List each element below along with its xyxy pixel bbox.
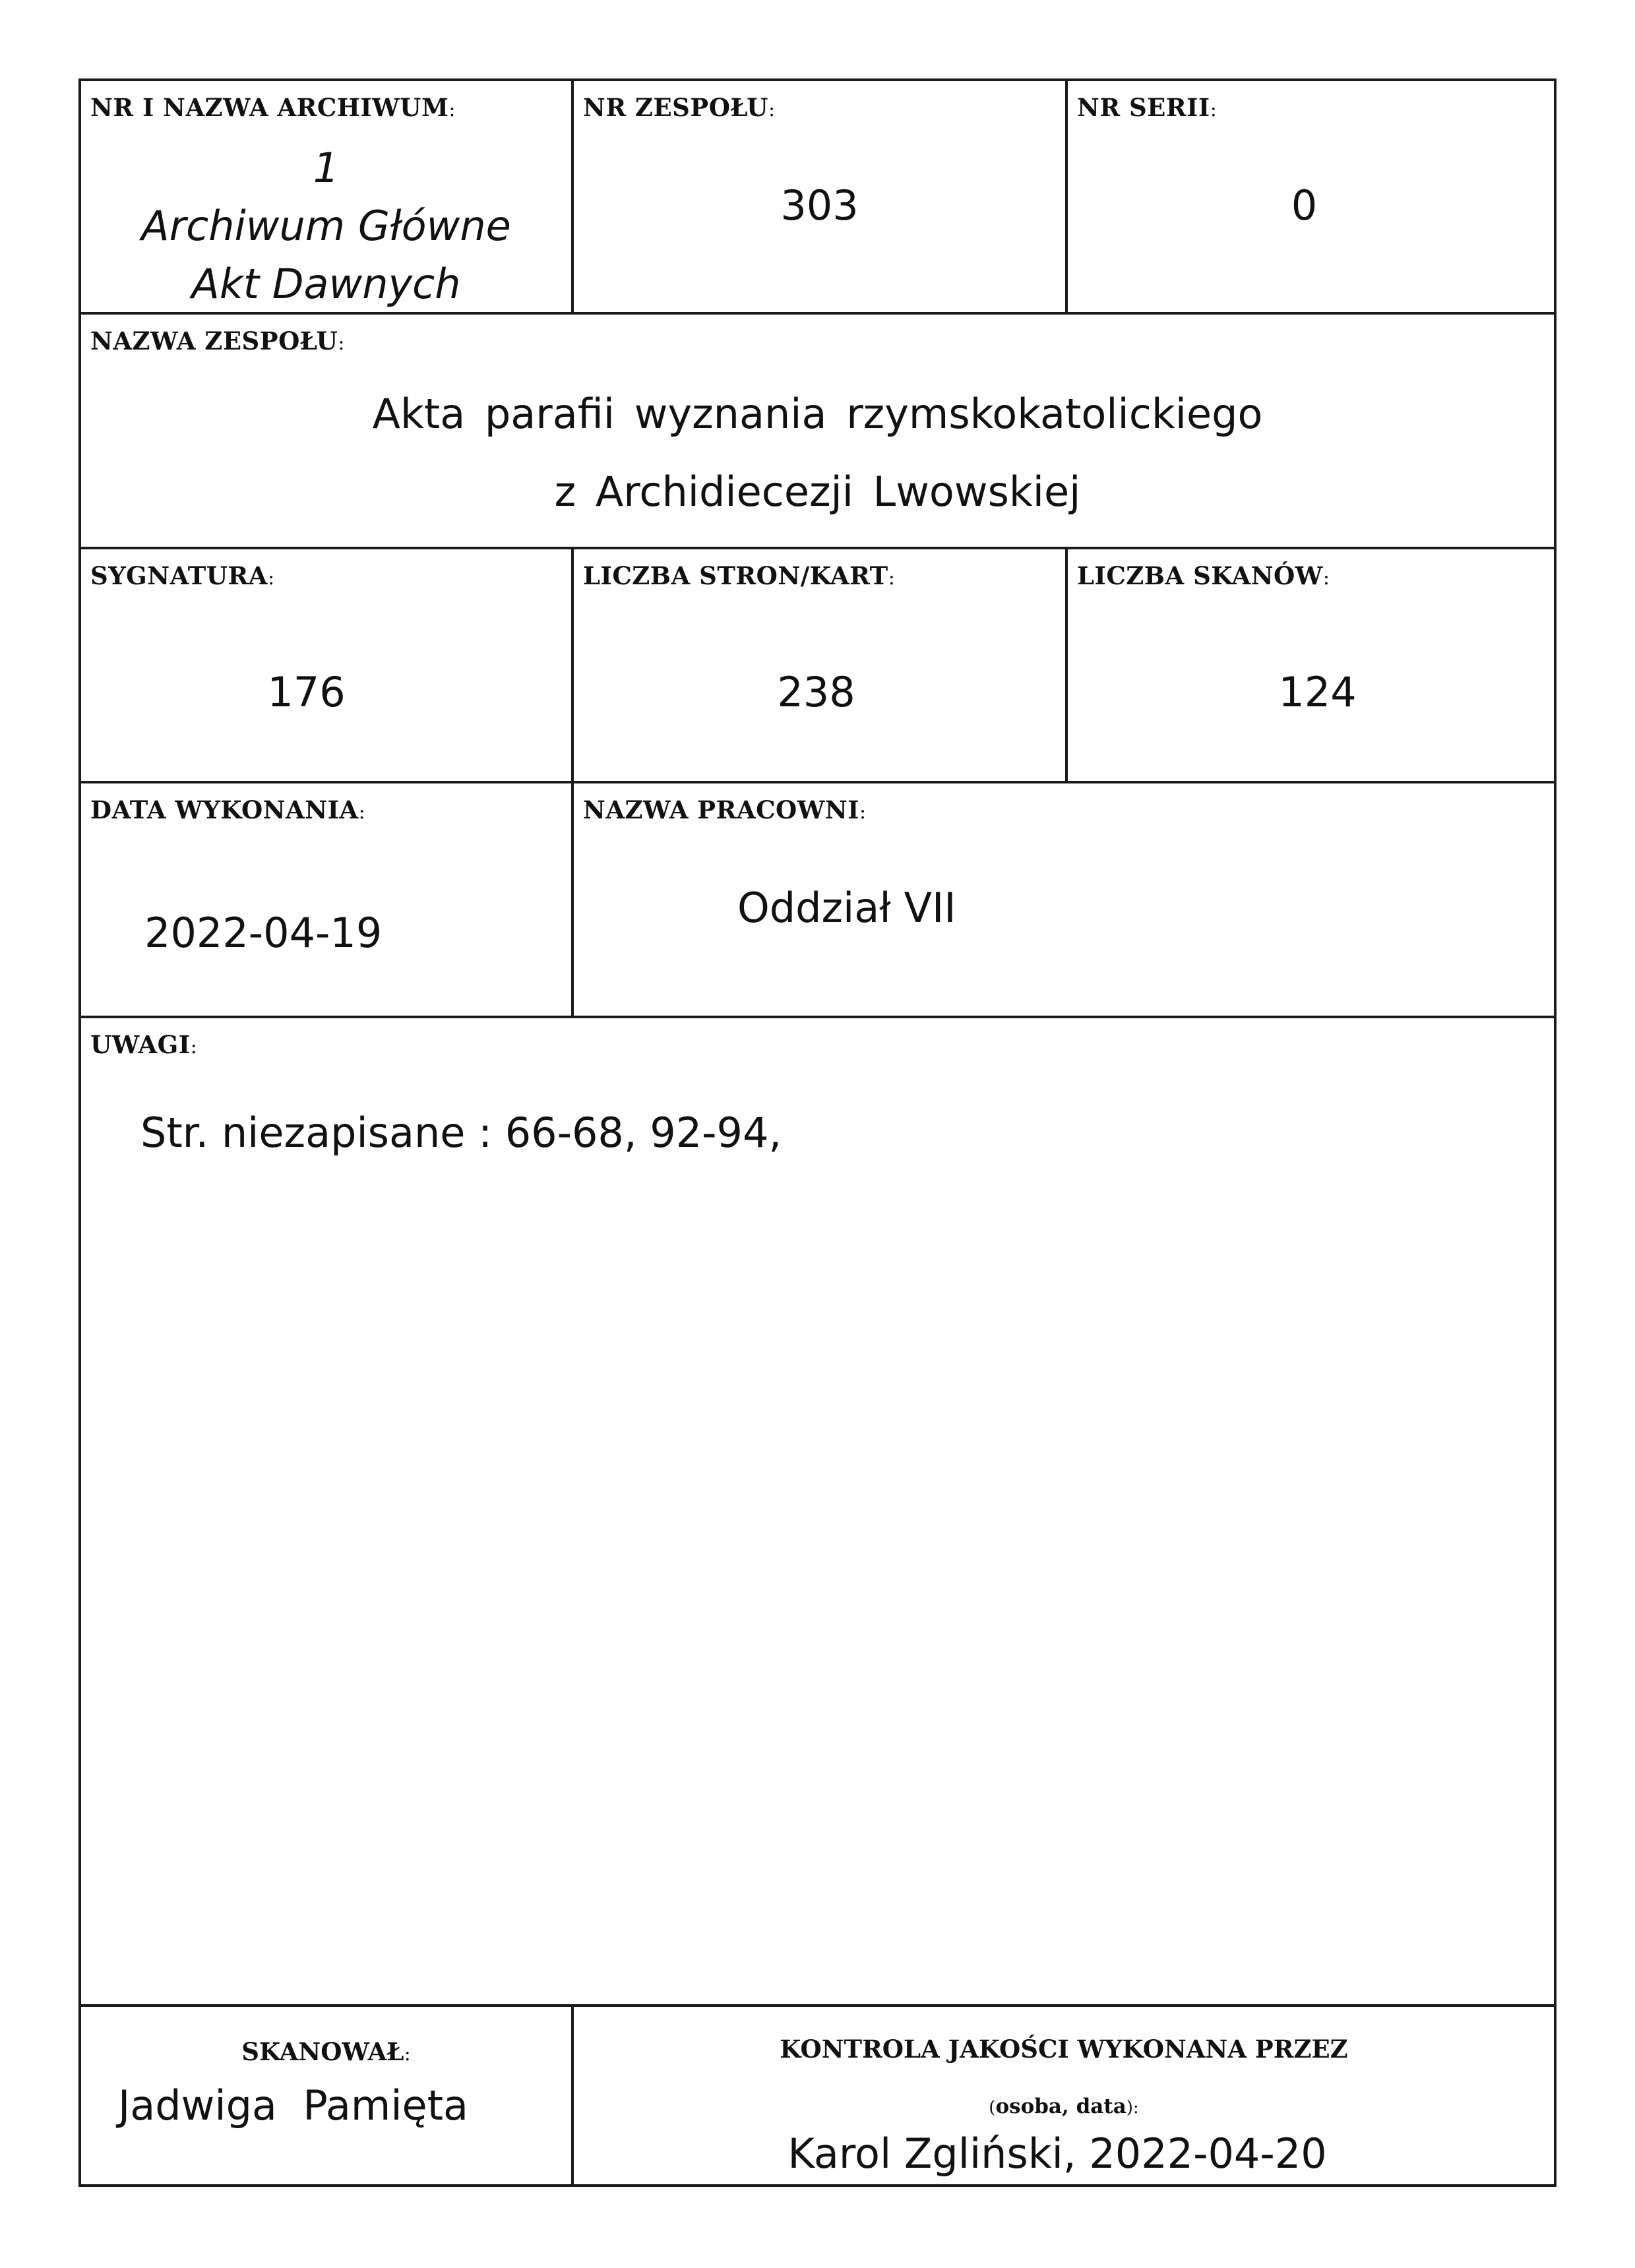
archive-name-line2: Akt Dawnych	[191, 260, 461, 308]
workshop-cell	[574, 783, 1554, 1018]
fonds-number-cell	[574, 81, 1068, 315]
signature-value: 176	[267, 668, 346, 716]
execution-date-cell	[81, 783, 574, 1018]
scan-count-label: LICZBA SKANÓW:	[1077, 561, 1330, 590]
signature-cell	[81, 549, 574, 783]
signature-label: SYGNATURA:	[90, 561, 275, 590]
archive-value	[81, 139, 571, 313]
quality-control-cell	[574, 2007, 1554, 2184]
fonds-name-line1: Akta parafii wyznania rzymskokatolickiego	[372, 390, 1263, 438]
page-count-label: LICZBA STRON/KART:	[583, 561, 896, 590]
fonds-number-label: NR ZESPOŁU:	[583, 93, 776, 122]
quality-control-label: KONTROLA JAKOŚCI WYKONANA PRZEZ	[780, 2035, 1348, 2064]
quality-control-sublabel: (osoba, data):	[989, 2095, 1139, 2118]
fonds-name-line2: z Archidiecezji Lwowskiej	[554, 468, 1081, 516]
remarks-value: Str. niezapisane : 66-68, 92-94,	[140, 1109, 782, 1157]
scanned-by-label: SKANOWAŁ:	[241, 2037, 411, 2066]
page-count-cell	[574, 549, 1068, 783]
page-count-value: 238	[777, 668, 855, 716]
series-number-value: 0	[1291, 181, 1318, 230]
fonds-name-cell	[81, 315, 1554, 549]
series-number-label: NR SERII:	[1077, 93, 1218, 122]
scanned-by-value: Jadwiga Pamięta	[118, 2081, 468, 2130]
execution-date-value: 2022-04-19	[144, 909, 383, 957]
fonds-number-value: 303	[780, 181, 859, 230]
scan-count-value: 124	[1278, 668, 1357, 716]
archive-label: NR I NAZWA ARCHIWUM:	[90, 93, 456, 122]
execution-date-label: DATA WYKONANIA:	[90, 795, 366, 824]
fonds-name-value	[81, 375, 1554, 531]
workshop-label: NAZWA PRACOWNI:	[583, 795, 867, 824]
archive-metric-form	[78, 78, 1557, 2187]
scan-count-cell	[1068, 549, 1554, 783]
archive-cell	[81, 81, 574, 315]
scanned-by-cell	[81, 2007, 574, 2184]
archive-number: 1	[313, 144, 340, 192]
quality-control-value: Karol Zgliński, 2022-04-20	[787, 2130, 1327, 2178]
archive-name-line1: Archiwum Główne	[141, 202, 511, 250]
fonds-name-label: NAZWA ZESPOŁU:	[90, 326, 345, 355]
workshop-value: Oddział VII	[737, 884, 956, 932]
remarks-cell	[81, 1018, 1554, 2007]
remarks-label: UWAGI:	[90, 1030, 198, 1059]
series-number-cell	[1068, 81, 1554, 315]
